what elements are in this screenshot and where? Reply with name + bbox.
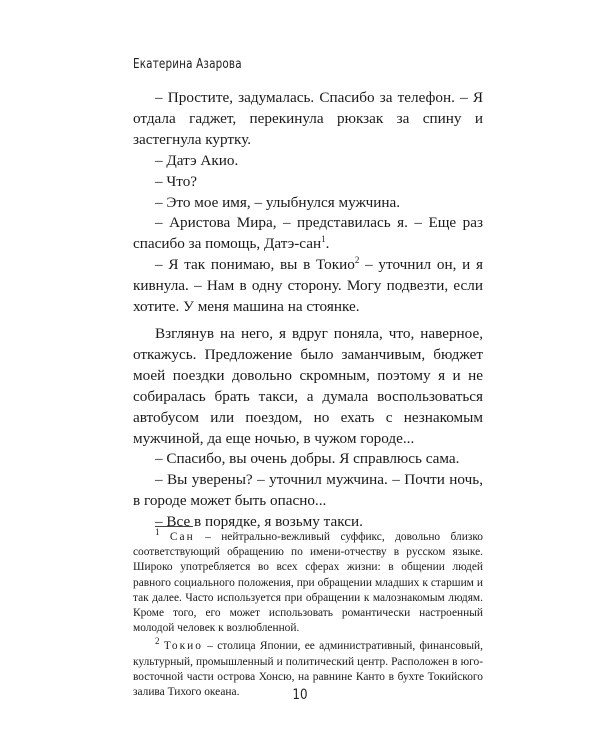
main-text (133, 88, 483, 533)
footnote-divider (155, 526, 193, 527)
paragraph: – Вы уверены? – уточнил мужчина. – Почти ночь, в городе может быть опасно... (133, 471, 483, 510)
footnote-term: Сан (169, 531, 195, 543)
footnotes (133, 527, 483, 700)
footnote-text: – столица Японии, ее административный, финансовый, культурный, промышленный и политический центр. Расположен в юго-восточной части острова Хонсю, на равнине Канто в бухте Токийского залива Тихого океана. (133, 640, 483, 699)
footnote-mark: 2 (354, 255, 360, 266)
footnote-text: – нейтрально-вежливый суффикс, довольно близко соответствующий обращению по имени-отчеству в русском языке. Широко употребляется во всех сферах жизни: в общении людей равного социального положения, при обращении младших к старшим и так далее. Часто используется при обращении к малознакомым людям. Кроме того, его может использовать романтически настроенный молодой человек к возлюбленной. (133, 531, 483, 635)
paragraph: – Датэ Акио. (155, 151, 239, 169)
paragraph: – Что? (155, 172, 198, 190)
paragraph-text-end: . (325, 235, 330, 253)
paragraph (133, 255, 483, 318)
footnote-mark: 1 (321, 234, 326, 245)
footnote-number: 2 (155, 636, 160, 647)
paragraph: – Простите, задумалась. Спасибо за телефон. – Я отдала гаджет, перекинула рюкзак за спину и застегнула куртку. (133, 89, 483, 148)
paragraph-text: – Аристова Мира, – представилась я. – Еще раз спасибо за помощь, Датэ-сан (133, 214, 483, 253)
footnote (133, 527, 483, 636)
footnote-term: Токио (163, 640, 203, 653)
paragraph-text-end: – уточнил он, и я кивнула. – Нам в одну сторону. Могу подвезти, если хотите. У меня машина на стоянке. (133, 256, 483, 316)
paragraph-text: – Я так понимаю, вы в Токио (155, 256, 355, 274)
paragraph: Взглянув на него, я вдруг поняла, что, наверное, откажусь. Предложение было заманчивым, бюджет моей поездки довольно скромным, поэтому я и не собиралась брать такси, а думала воспользоваться автобусом или поездом, но ехать с незнакомым мужчиной, да еще ночью, в чужом городе... (133, 324, 483, 447)
paragraph (133, 213, 483, 255)
paragraph: – Это мое имя, – улыбнулся мужчина. (155, 193, 401, 211)
footnote-number: 1 (155, 527, 160, 538)
paragraph: – Все в порядке, я возьму такси. (155, 513, 363, 531)
page-number: 10 (292, 687, 308, 703)
paragraph: – Спасибо, вы очень добры. Я справлюсь сама. (155, 450, 460, 468)
running-head: Екатерина Азарова (133, 57, 242, 72)
